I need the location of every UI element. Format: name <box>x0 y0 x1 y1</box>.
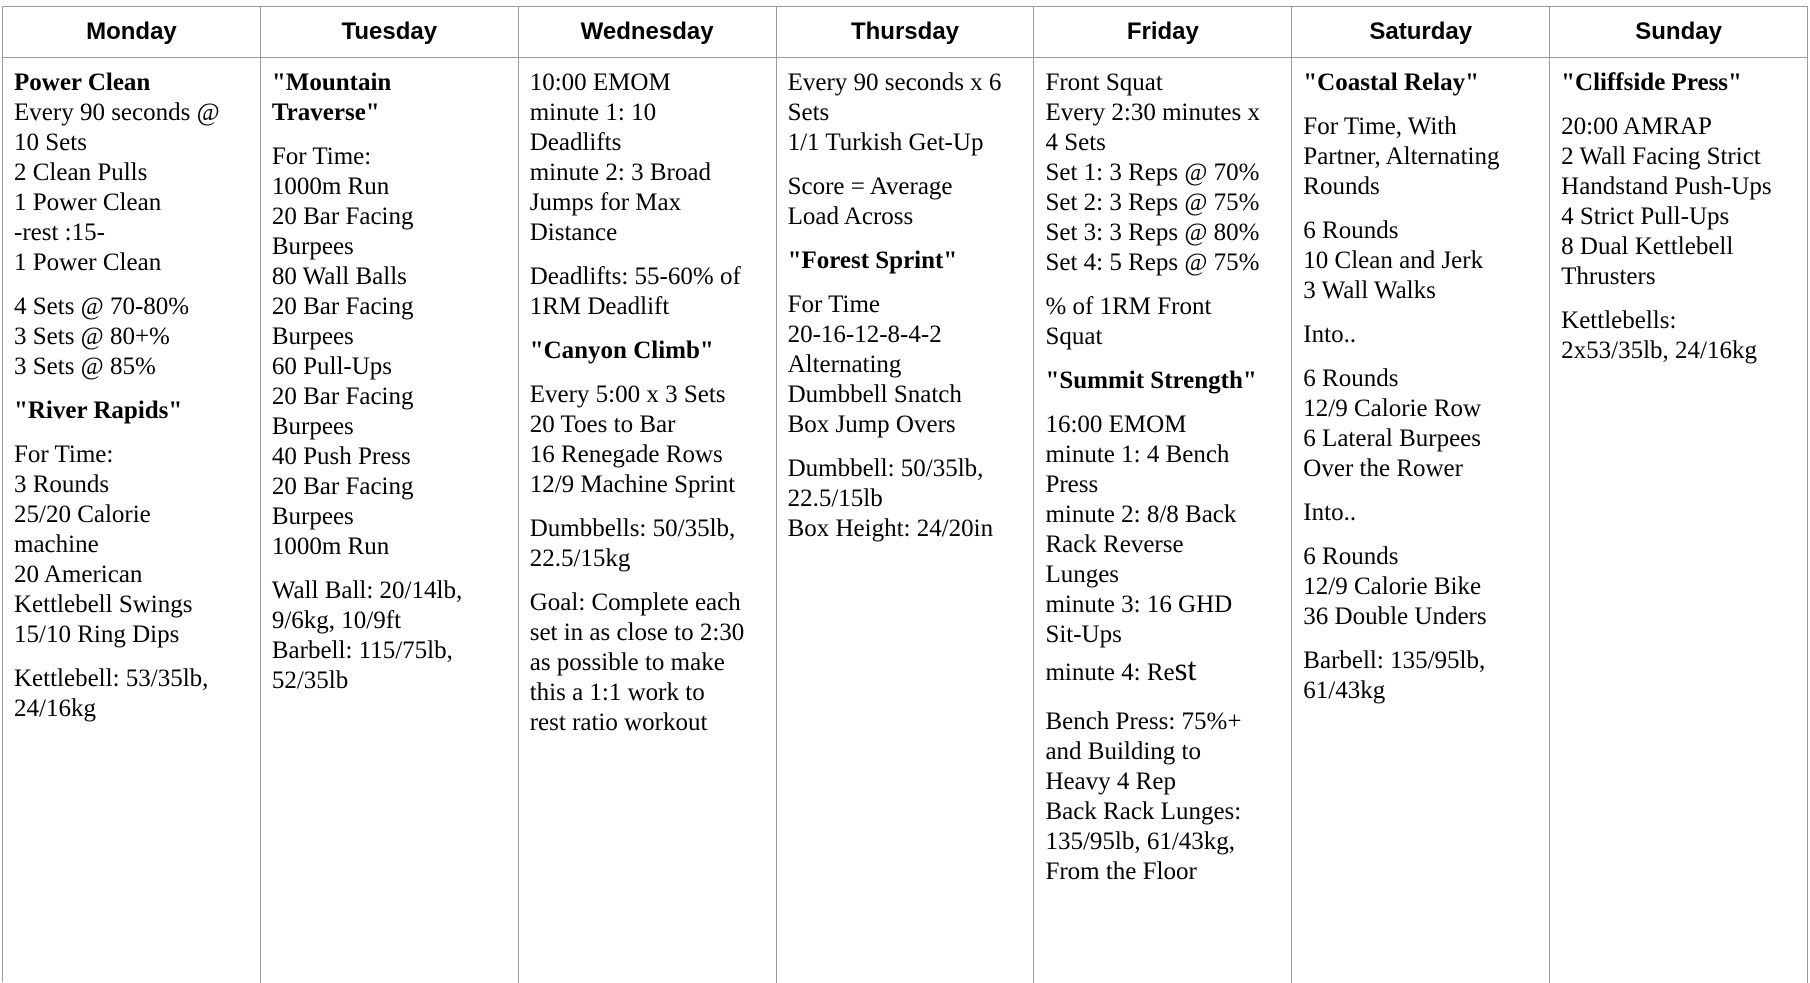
spacer <box>14 382 254 396</box>
text-line: 60 Pull-Ups <box>271 353 393 380</box>
text-line: 2x53/35lb, 24/16kg <box>1561 337 1757 364</box>
text-line: 61/43kg <box>1303 677 1386 704</box>
header-sunday: Sunday <box>1550 7 1808 57</box>
text-line: Burpees <box>271 413 354 440</box>
text-line: Squat <box>1045 323 1103 350</box>
header-saturday: Saturday <box>1292 7 1550 57</box>
spacer <box>1303 306 1543 320</box>
text-line: Handstand Push-Ups <box>1561 173 1772 200</box>
text-line: 6 Lateral Burpees <box>1303 425 1481 452</box>
text-line: Bench Press: 75%+ <box>1045 708 1242 735</box>
text-line: minute 1: 10 <box>529 99 657 126</box>
text-line: 3 Sets @ 80+% <box>14 323 170 350</box>
workout-title: Power Clean <box>14 69 151 96</box>
text-line: Every 5:00 x 3 Sets <box>529 381 726 408</box>
text-line: Rounds <box>1303 173 1380 200</box>
workout-title: "Canyon Climb" <box>529 337 714 364</box>
spacer <box>530 248 770 262</box>
text-line: 22.5/15kg <box>529 545 631 572</box>
text-line: 6 Rounds <box>1303 217 1399 244</box>
text-line: 40 Push Press <box>271 443 411 470</box>
text-line: Set 2: 3 Reps @ 75% <box>1045 189 1260 216</box>
text-line: Dumbbell: 50/35lb, <box>787 455 984 482</box>
text-line: Deadlifts <box>529 129 622 156</box>
text-line: Set 3: 3 Reps @ 80% <box>1045 219 1260 246</box>
header-friday: Friday <box>1034 7 1292 57</box>
text-line: Goal: Complete each <box>529 589 741 616</box>
workout-title: "Cliffside Press" <box>1561 69 1742 96</box>
header-monday: Monday <box>3 7 261 57</box>
spacer <box>1303 484 1543 498</box>
text-line: Into.. <box>1303 499 1357 526</box>
spacer <box>1303 528 1543 542</box>
text-line: 12/9 Machine Sprint <box>529 471 736 498</box>
text-line: Score = Average <box>787 173 953 200</box>
text-line: For Time, With <box>1303 113 1457 140</box>
spacer <box>1045 396 1285 410</box>
text-line: 6 Rounds <box>1303 365 1399 392</box>
text-line: Barbell: 115/75lb, <box>271 637 453 664</box>
text-line: Set 1: 3 Reps @ 70% <box>1045 159 1260 186</box>
text-line: Box Jump Overs <box>787 411 956 438</box>
spacer <box>272 562 512 576</box>
text-line: 9/6kg, 10/9ft <box>271 607 402 634</box>
text-line: 20 Bar Facing <box>271 383 414 410</box>
spacer <box>530 322 770 336</box>
text-line: 25/20 Calorie <box>14 501 151 528</box>
spacer <box>14 650 254 664</box>
text-line: 16:00 EMOM <box>1045 411 1187 438</box>
text-line: Into.. <box>1303 321 1357 348</box>
text-line: 16 Renegade Rows <box>529 441 723 468</box>
text-line: For Time: <box>271 143 372 170</box>
text-line: minute 2: 8/8 Back <box>1045 501 1237 528</box>
text-line: 20-16-12-8-4-2 <box>787 321 942 348</box>
spacer <box>1303 98 1543 112</box>
cell-thursday <box>777 58 1035 983</box>
text-line: Jumps for Max <box>529 189 682 216</box>
spacer <box>788 440 1028 454</box>
workout-title: "River Rapids" <box>14 397 183 424</box>
text-line: 1RM Deadlift <box>529 293 670 320</box>
text-line: 3 Wall Walks <box>1303 277 1436 304</box>
text-line: 4 Sets <box>1045 129 1106 156</box>
text-line: 1000m Run <box>271 173 390 200</box>
cell-sunday <box>1550 58 1808 983</box>
text-line: Lunges <box>1045 561 1120 588</box>
text-line: minute 1: 4 Bench <box>1045 441 1230 468</box>
cell-saturday <box>1292 58 1550 983</box>
text-line: 4 Sets @ 70-80% <box>14 293 190 320</box>
text-line: Dumbbells: 50/35lb, <box>529 515 736 542</box>
workout-title: "Forest Sprint" <box>787 247 958 274</box>
text-line: 24/16kg <box>14 695 96 722</box>
text-line: Heavy 4 Rep <box>1045 768 1176 795</box>
text-line: 1000m Run <box>271 533 390 560</box>
text-fragment: minute 4: Re <box>1045 659 1175 686</box>
spacer <box>788 276 1028 290</box>
text-line: 10 Sets <box>14 129 87 156</box>
text-line: Deadlifts: 55-60% of <box>529 263 741 290</box>
spacer <box>1561 292 1801 306</box>
text-line: For Time: <box>14 441 114 468</box>
text-line: Kettlebells: <box>1561 307 1677 334</box>
text-line: set in as close to 2:30 <box>529 619 745 646</box>
text-line: Alternating <box>787 351 902 378</box>
text-line: 3 Rounds <box>14 471 110 498</box>
spacer <box>788 232 1028 246</box>
text-line: minute 2: 3 Broad <box>529 159 711 186</box>
text-line: 80 Wall Balls <box>271 263 407 290</box>
text-line: Burpees <box>271 323 354 350</box>
text-line: and Building to <box>1045 738 1201 765</box>
workout-title: "Mountain <box>271 69 392 96</box>
text-line: 12/9 Calorie Bike <box>1303 573 1482 600</box>
text-line: Sit-Ups <box>1045 621 1122 648</box>
text-line: Burpees <box>271 503 354 530</box>
text-line: Back Rack Lunges: <box>1045 798 1242 825</box>
text-line: 1 Power Clean <box>14 189 162 216</box>
text-line <box>1045 650 1285 693</box>
text-line: 2 Clean Pulls <box>14 159 148 186</box>
cell-friday <box>1034 58 1292 983</box>
header-wednesday: Wednesday <box>519 7 777 57</box>
text-line: rest ratio workout <box>529 709 708 736</box>
text-line: For Time <box>787 291 880 318</box>
text-line: 6 Rounds <box>1303 543 1399 570</box>
text-line: 3 Sets @ 85% <box>14 353 156 380</box>
header-row <box>3 7 1808 58</box>
header-thursday: Thursday <box>777 7 1035 57</box>
text-line: Every 90 seconds x 6 <box>787 69 1002 96</box>
text-line: 135/95lb, 61/43kg, <box>1045 828 1236 855</box>
text-line: as possible to make <box>529 649 725 676</box>
spacer <box>1303 202 1543 216</box>
text-line: Kettlebell Swings <box>14 591 193 618</box>
text-line: 12/9 Calorie Row <box>1303 395 1482 422</box>
text-line: Burpees <box>271 233 354 260</box>
text-line: 22.5/15lb <box>787 485 883 512</box>
text-line: Partner, Alternating <box>1303 143 1500 170</box>
spacer <box>1303 632 1543 646</box>
text-line: Dumbbell Snatch <box>787 381 962 408</box>
text-line: Every 2:30 minutes x <box>1045 99 1260 126</box>
spacer <box>530 574 770 588</box>
text-line: 1 Power Clean <box>14 249 162 276</box>
spacer <box>530 500 770 514</box>
text-line: machine <box>14 531 99 558</box>
text-line: 20:00 AMRAP <box>1561 113 1712 140</box>
text-line: Set 4: 5 Reps @ 75% <box>1045 249 1260 276</box>
text-line: this a 1:1 work to <box>529 679 705 706</box>
text-line: Every 90 seconds @ <box>14 99 220 126</box>
workout-title: Traverse" <box>271 99 380 126</box>
text-line: 52/35lb <box>271 667 349 694</box>
text-line: Front Squat <box>1045 69 1163 96</box>
text-line: 20 American <box>14 561 143 588</box>
workout-title: "Coastal Relay" <box>1303 69 1479 96</box>
text-line: -rest :15- <box>14 219 105 246</box>
text-line: 2 Wall Facing Strict <box>1561 143 1761 170</box>
text-line: 8 Dual Kettlebell <box>1561 233 1734 260</box>
spacer <box>272 128 512 142</box>
text-line: Sets <box>787 99 830 126</box>
spacer <box>1045 352 1285 366</box>
spacer <box>14 426 254 440</box>
spacer <box>530 366 770 380</box>
spacer <box>1045 693 1285 707</box>
text-line: 1/1 Turkish Get-Up <box>787 129 984 156</box>
text-line: 10 Clean and Jerk <box>1303 247 1484 274</box>
text-line: 4 Strict Pull-Ups <box>1561 203 1730 230</box>
text-line: Thrusters <box>1561 263 1656 290</box>
cell-tuesday <box>261 58 519 983</box>
text-line: Rack Reverse <box>1045 531 1184 558</box>
spacer <box>1561 98 1801 112</box>
text-line: Over the Rower <box>1303 455 1463 482</box>
text-line: Kettlebell: 53/35lb, <box>14 665 209 692</box>
content-row <box>3 58 1808 983</box>
text-line: minute 3: 16 GHD <box>1045 591 1233 618</box>
header-tuesday: Tuesday <box>261 7 519 57</box>
text-line: 20 Bar Facing <box>271 473 414 500</box>
spacer <box>1045 278 1285 292</box>
spacer <box>14 278 254 292</box>
text-line: % of 1RM Front <box>1045 293 1212 320</box>
text-line: 20 Bar Facing <box>271 203 414 230</box>
spacer <box>1303 350 1543 364</box>
text-line: 20 Toes to Bar <box>529 411 676 438</box>
cell-monday <box>3 58 261 983</box>
text-line: 36 Double Unders <box>1303 603 1487 630</box>
text-line: 15/10 Ring Dips <box>14 621 180 648</box>
text-line: 10:00 EMOM <box>529 69 671 96</box>
spacer <box>788 158 1028 172</box>
weekly-workout-table <box>2 6 1808 982</box>
text-line: 20 Bar Facing <box>271 293 414 320</box>
text-line: Distance <box>529 219 618 246</box>
text-line: From the Floor <box>1045 858 1197 885</box>
text-line: Barbell: 135/95lb, <box>1303 647 1486 674</box>
text-line: Press <box>1045 471 1099 498</box>
text-line: Box Height: 24/20in <box>787 515 994 542</box>
cell-wednesday <box>519 58 777 983</box>
text-line: Wall Ball: 20/14lb, <box>271 577 463 604</box>
workout-title: "Summit Strength" <box>1045 367 1257 394</box>
text-line: Load Across <box>787 203 914 230</box>
text-fragment-large: st <box>1174 652 1197 688</box>
